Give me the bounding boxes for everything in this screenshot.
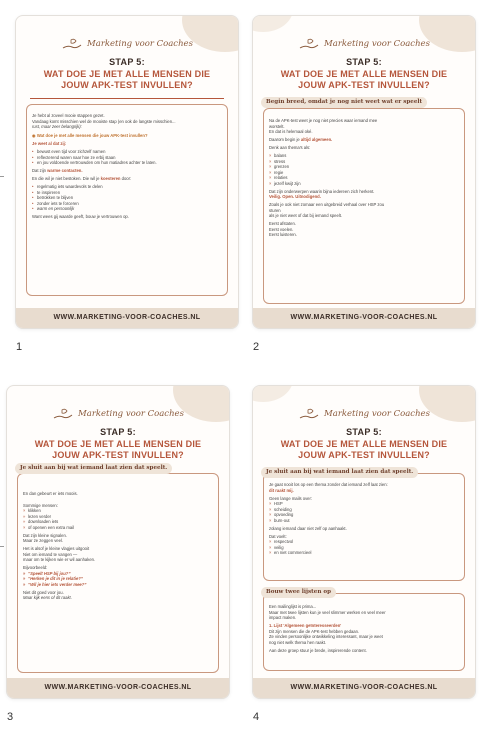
section-heading: Bouw twee lijsten op bbox=[261, 587, 336, 598]
signals-list: × klikken » lezen verder » downloaden iets × of openen een extra mail bbox=[23, 508, 213, 530]
hand-logo-icon bbox=[61, 37, 83, 51]
feels-list: × respectvol × veilig × en niet commercieel bbox=[269, 539, 459, 556]
brand-header bbox=[253, 406, 475, 422]
themes-list: × balans × stress × grenzen × regie × relaties × jezelf kwijt zijn bbox=[269, 153, 459, 186]
brand-name: Marketing voor Coaches bbox=[324, 39, 430, 49]
footer-url: WWW.MARKETING-VOOR-COACHES.NL bbox=[16, 308, 238, 328]
page-body-lower: Een mailinglijst is prima... Maar met twee lijsten kun je veel slimmer werken en veel meer impact maken. 1. Lijst 'Algemeen geïnteresseerden' Dit zijn mensen die de APK-test hebben gedaan. Ze vinden persoonlijke ontwikkeling interessant, maar je weet nog niet welk thema hen raakt. Aan deze groep stuur je brede, inspirerende content. bbox=[269, 604, 386, 653]
hand-logo-icon bbox=[52, 407, 74, 421]
brand-header bbox=[253, 36, 475, 52]
decorative-blob bbox=[253, 386, 293, 402]
brand-name: Marketing voor Coaches bbox=[87, 39, 193, 49]
page-title: WAT DOE JE MET ALLE MENSEN DIE JOUW APK-TEST INVULLEN? bbox=[280, 439, 448, 460]
page-number: 4 bbox=[253, 711, 260, 723]
known-list: • bewust even tijd voor zichzelf namen • reflecterend waren naar hoe ze erbij staan • en jou voldoende vertrouwden om hun matiadres achter te laten. bbox=[32, 149, 222, 166]
examples-list: » “Speelt HSP bij jou?” » “Herken je dit in je relatie?” » “Wil je hier iets verder mee?” bbox=[23, 571, 213, 588]
page-title: WAT DOE JE MET ALLE MENSEN DIE JOUW APK-TEST INVULLEN? bbox=[34, 439, 202, 460]
nurture-list: • regelmatig iets waardevols te delen • te inspireren • betrokken te blijven • zonder iets te forceren • warm en persoonlijk bbox=[32, 184, 222, 212]
content-frame bbox=[26, 104, 228, 296]
page-number: 3 bbox=[7, 711, 14, 723]
scroll-edge-mark bbox=[0, 176, 4, 177]
step-label: STAP 5: bbox=[100, 427, 136, 437]
brand-name: Marketing voor Coaches bbox=[324, 409, 430, 419]
page-body: Na de APK-test weet je nog niet precies waar iemand mee worstelt. En dat is helemaal oké. Daarom begin je altijd algemeen. Denk aan thema's als: × balans × stress × grenzen × regie × relaties × jezelf kwijt zijn Dat zijn onderwerpen waarin bijna iedereen zich herkent. Veilig. Open. Uitnodigend. Zoals je ook niet zomaar een uitgebreid verhaal over HSP zou sturen als je niet weet of dat bij iemand speelt. Eerst afstaten. Eerst voelen. Eerst luisteren. bbox=[269, 118, 459, 240]
page-body: Je gaat nooit los op een thema zonder dat iemand zelf laat zien: dit raakt mij. Geen lange mails over: × HSP × scheiding × opvoeding × burn-out zolang iemand daar niet zelf op aanhaakt. Dat voelt: × respectvol × veilig × en niet commercieel bbox=[269, 482, 459, 558]
page-thumbnail-4[interactable] bbox=[253, 386, 475, 698]
page-body: En dan gebeurt er iets moois. Sommige mensen: × klikken » lezen verder » downloaden iets × of openen een extra mail Dat zijn kleine signalen. Maar ze zeggen veel. Het is alsof je kleine vlagjes uitgooit Niet om iemand te vangen — maar om te kijken wie er wil aanhaken. Bijvoorbeeld: » “Speelt HSP bij jou?” » “Herken je dit in je relatie?” » “Wil je hier iets verder mee?” Niet dit goed voor jou. Maar kijk eens of dit raakt. bbox=[23, 491, 213, 603]
page-thumbnail-1[interactable] bbox=[16, 16, 238, 328]
page-title: WAT DOE JE MET ALLE MENSEN DIE JOUW APK-TEST INVULLEN? bbox=[280, 69, 448, 90]
page-body: Je hebt al zoveel mooie stappen gezet. Vandaag komt misschien wel de mooiste stap (en ook de langste misschien... rust, maar zeer belangrijk): ◉ Wat doe je met alle mensen die jouw APK-test invullen? Je weet al dat zij: • bewust even tijd voor zichzelf namen • reflecterend waren naar hoe ze erbij staan • en jou voldoende vertrouwden om hun matiadres achter te laten. Dat zijn warme contacten. En die wil je niet bestoken. Die wil je koesteren door: • regelmatig iets waardevols te delen • te inspireren • betrokken te blijven • zonder iets te forceren • warm en persoonlijk Want wees gij waarde geeft, bouw je vertrouwen op. bbox=[32, 113, 222, 222]
step-label: STAP 5: bbox=[346, 57, 382, 67]
page-title: WAT DOE JE MET ALLE MENSEN DIE JOUW APK-TEST INVULLEN? bbox=[43, 69, 211, 90]
scroll-edge-mark bbox=[0, 546, 4, 547]
footer-url: WWW.MARKETING-VOOR-COACHES.NL bbox=[253, 308, 475, 328]
page-number: 1 bbox=[16, 341, 23, 353]
page-thumbnail-3[interactable] bbox=[7, 386, 229, 698]
brand-name: Marketing voor Coaches bbox=[78, 409, 184, 419]
topics-list: × HSP × scheiding × opvoeding × burn-out bbox=[269, 501, 459, 523]
hand-logo-icon bbox=[298, 407, 320, 421]
brand-header bbox=[7, 406, 229, 422]
section-heading: Je sluit aan bij wat iemand laat zien dat speelt. bbox=[261, 467, 418, 478]
page-number: 2 bbox=[253, 341, 260, 353]
step-label: STAP 5: bbox=[109, 57, 145, 67]
divider bbox=[30, 98, 224, 99]
section-heading: Begin breed, omdat je nog niet weet wat er speelt bbox=[261, 97, 427, 108]
footer-url: WWW.MARKETING-VOOR-COACHES.NL bbox=[7, 678, 229, 698]
step-label: STAP 5: bbox=[346, 427, 382, 437]
key-question: Wat doe je met alle mensen die jouw APK-test invullen? bbox=[36, 132, 148, 138]
page-thumbnail-2[interactable] bbox=[253, 16, 475, 328]
decorative-blob bbox=[253, 16, 293, 32]
hand-logo-icon bbox=[298, 37, 320, 51]
section-heading: Je sluit aan bij wat iemand laat zien dat speelt. bbox=[15, 463, 172, 474]
brand-header bbox=[16, 36, 238, 52]
footer-url: WWW.MARKETING-VOOR-COACHES.NL bbox=[253, 678, 475, 698]
